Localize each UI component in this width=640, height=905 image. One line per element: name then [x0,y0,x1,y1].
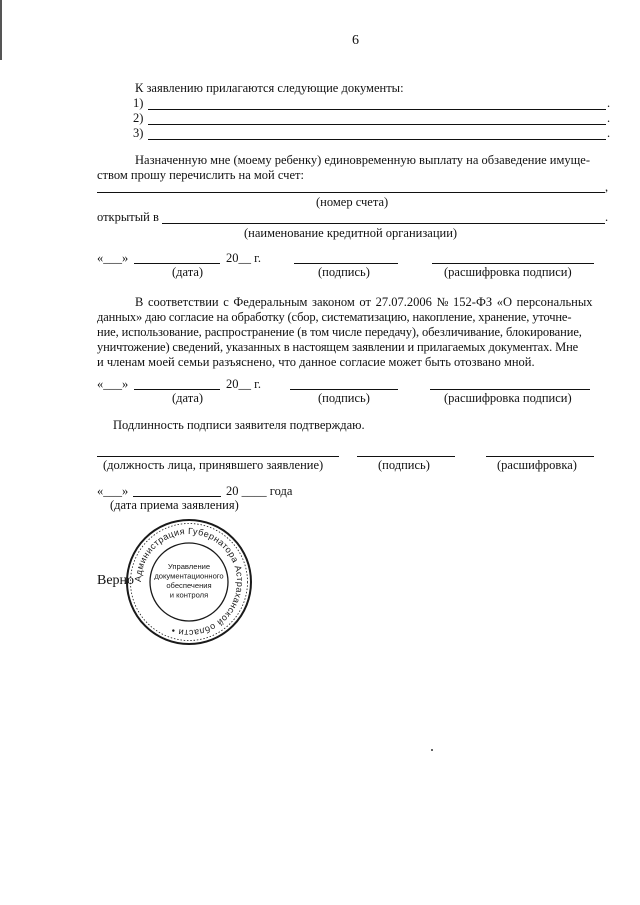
position-caption: (должность лица, принявшего заявление) [103,458,324,472]
seal-ring-text: Администрация Губернатора Астраханской области • [132,525,246,639]
account-number-caption: (номер счета) [316,195,389,209]
verno-label: Верно [97,573,135,588]
seal-center-line: Управление [167,562,211,571]
attachment-item-2-line[interactable] [148,124,606,125]
authenticity-text: Подлинность подписи заявителя подтверждаю. [113,418,365,432]
account-number-comma: , [605,180,609,194]
attachment-item-1-dot: . [607,96,611,110]
consent-line-1: В соответствии с Федеральным законом от 27.07.2006 № 152-ФЗ «О персональных [135,295,593,309]
seal-center-line: документационного [154,571,224,581]
attachment-item-2-dot: . [607,111,611,125]
credit-org-caption: (наименование кредитной организации) [244,226,458,240]
sig2-decode-line[interactable] [430,389,590,390]
account-number-line[interactable] [97,192,605,193]
sig2-date-day[interactable]: «___» [97,377,129,391]
receipt-date-month-line[interactable] [133,496,221,497]
auth-sign-line[interactable] [357,456,455,457]
auth-decode-line[interactable] [486,456,594,457]
payment-text-line-1: Назначенную мне (моему ребенку) единовременную выплату на обзаведение имуще- [135,153,590,167]
sig1-decode-caption: (расшифровка подписи) [444,265,572,279]
consent-line-3: ние, использование, распространение (в том числе передачу), обезличивание, блокирование, [97,325,582,339]
seal-center-line: обеспечения [166,581,212,590]
attachments-heading: К заявлению прилагаются следующие документы: [135,81,404,95]
consent-line-2: данных» даю согласие на обработку (сбор, систематизацию, накопление, хранение, уточне- [97,310,572,324]
sig1-sign-caption: (подпись) [318,265,370,279]
scan-speck [431,749,433,751]
receipt-date-day[interactable]: «___» [97,484,129,498]
official-seal-stamp [124,517,254,647]
sig1-date-month-line[interactable] [134,263,220,264]
sig1-date-day[interactable]: «___» [97,251,129,265]
sig1-sign-line[interactable] [294,263,398,264]
payment-text-line-2: ством прошу перечислить на мой счет: [97,168,304,182]
scan-edge-mark [0,0,2,60]
sig1-date-year[interactable]: 20__ г. [226,251,261,265]
sig2-date-caption: (дата) [172,391,204,405]
auth-sign-caption: (подпись) [378,458,430,472]
consent-line-4: уничтожение) сведений, указанных в настоящем заявлении и прилагаемых документах. Мне [97,340,579,354]
sig2-sign-line[interactable] [290,389,398,390]
receipt-date-caption: (дата приема заявления) [110,498,239,512]
attachment-item-1-label: 1) [133,96,144,110]
sig2-sign-caption: (подпись) [318,391,370,405]
sig1-decode-line[interactable] [432,263,594,264]
consent-line-5: и членам моей семьи разъяснено, что данное согласие может быть отозвано мной. [97,355,535,369]
attachment-item-1-line[interactable] [148,109,606,110]
auth-decode-caption: (расшифровка) [497,458,577,472]
receipt-date-year[interactable]: 20 ____ года [226,484,293,498]
sig2-decode-caption: (расшифровка подписи) [444,391,572,405]
position-line[interactable] [97,456,339,457]
credit-org-dot: . [605,210,609,224]
sig1-date-caption: (дата) [172,265,204,279]
attachment-item-3-label: 3) [133,126,144,140]
seal-center-line: и контроля [169,590,209,600]
attachment-item-3-dot: . [607,126,611,140]
opened-in-label: открытый в [97,210,159,224]
sig2-date-year[interactable]: 20__ г. [226,377,261,391]
sig2-date-month-line[interactable] [134,389,220,390]
credit-org-line[interactable] [162,223,605,224]
page-number: 6 [352,33,359,48]
attachment-item-3-line[interactable] [148,139,606,140]
attachment-item-2-label: 2) [133,111,144,125]
